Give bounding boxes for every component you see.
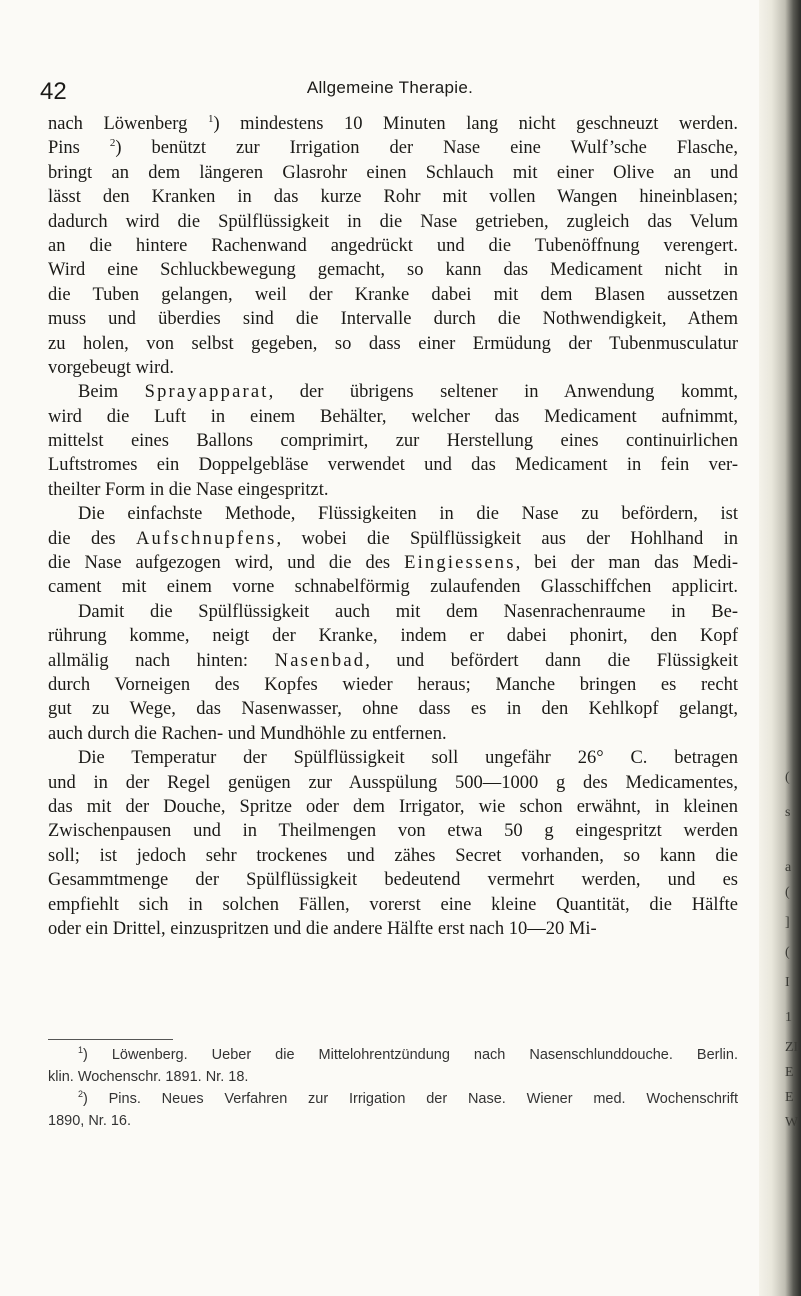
text-run: allmälig nach hinten: bbox=[48, 650, 275, 671]
text-run: mittelst eines Ballons comprimirt, zur Herstellung eines continuirlichen bbox=[48, 431, 738, 452]
text-line bbox=[48, 332, 738, 356]
text-run: , der übrigens seltener in Anwendung kommt, bbox=[268, 382, 738, 403]
emphasized-term: Aufschnupfens bbox=[135, 528, 277, 549]
text-line bbox=[48, 161, 738, 185]
text-line bbox=[48, 429, 738, 453]
body-text bbox=[48, 112, 738, 941]
text-run: Luftstromes ein Doppelgebläse verwendet und das Medicament in fein ver- bbox=[48, 455, 738, 476]
footnote-marker: 2 bbox=[109, 137, 116, 150]
adjacent-page-fragments bbox=[785, 0, 799, 1296]
emphasized-term: Nasenbad bbox=[274, 650, 366, 671]
text-line bbox=[48, 746, 738, 770]
text-run: empfiehlt sich in solchen Fällen, vorerst eine kleine Quantität, die Hälfte bbox=[48, 894, 738, 915]
text-run: rührung komme, neigt der Kranke, indem er dabei phonirt, den Kopf bbox=[48, 626, 738, 647]
text-line bbox=[48, 307, 738, 331]
text-line bbox=[48, 844, 738, 868]
text-line bbox=[48, 405, 738, 429]
edge-fragment: a bbox=[785, 860, 792, 875]
text-run: Pins bbox=[48, 138, 110, 159]
text-line bbox=[48, 917, 738, 941]
text-run: soll; ist jedoch sehr trockenes und zähes Secret vorhanden, so kann die bbox=[48, 845, 738, 866]
edge-fragment: ( bbox=[785, 945, 790, 960]
text-run: 1890, Nr. 16. bbox=[48, 1113, 132, 1129]
footnote-marker: 1 bbox=[78, 1045, 84, 1056]
edge-fragment: E bbox=[785, 1065, 794, 1080]
text-run: theilter Form in die Nase eingespritzt. bbox=[48, 479, 329, 500]
text-run: wird die Luft in einem Behälter, welcher das Medicament aufnimmt, bbox=[48, 406, 738, 427]
footnote-marker: 1 bbox=[207, 112, 214, 125]
text-line bbox=[48, 722, 738, 746]
text-run: durch Vorneigen des Kopfes wieder heraus; Manche bringen es recht bbox=[48, 674, 738, 695]
text-run: bringt an dem längeren Glasrohr einen Schlauch mit einer Olive an und bbox=[48, 162, 738, 183]
text-run: vorgebeugt wird. bbox=[48, 357, 175, 378]
emphasized-term: Eingiessens bbox=[404, 553, 516, 574]
text-line bbox=[48, 502, 738, 526]
text-run: Die einfachste Methode, Flüssigkeiten in die Nase zu befördern, ist bbox=[78, 504, 738, 525]
text-run: zu holen, von selbst gegeben, so dass einer Ermüdung der Tubenmusculatur bbox=[48, 333, 738, 354]
text-run: , wobei die Spülflüssigkeit aus der Hohlhand in bbox=[276, 528, 738, 549]
text-run: die Nase aufgezogen wird, und die des bbox=[48, 553, 405, 574]
text-run: an die hintere Rachenwand angedrückt und die Tubenöffnung verengert. bbox=[48, 235, 738, 256]
emphasized-term: Sprayapparat bbox=[144, 382, 269, 403]
footnote-line bbox=[48, 1066, 738, 1088]
running-title: Allgemeine Therapie. bbox=[306, 78, 474, 97]
edge-fragment: W bbox=[785, 1115, 799, 1130]
text-line bbox=[48, 283, 738, 307]
text-line bbox=[48, 673, 738, 697]
edge-fragment: E bbox=[785, 1090, 794, 1105]
text-run: Die Temperatur der Spülflüssigkeit soll ungefähr 26° C. betragen bbox=[78, 748, 738, 769]
text-run: nach Löwenberg bbox=[48, 114, 208, 134]
footnote-line bbox=[48, 1088, 738, 1110]
edge-fragment: ( bbox=[785, 885, 790, 900]
edge-fragment: ] bbox=[785, 915, 790, 930]
text-run: gut zu Wege, das Nasenwasser, ohne dass es in den Kehlkopf gelangt, bbox=[48, 699, 738, 720]
edge-fragment: s bbox=[785, 805, 791, 820]
text-line bbox=[48, 258, 738, 282]
text-run: Wird eine Schluckbewegung gemacht, so kann das Medicament nicht in bbox=[48, 260, 738, 281]
text-run: Zwischenpausen und in Theilmengen von etwa 50 g eingespritzt werden bbox=[48, 821, 738, 842]
text-line bbox=[48, 771, 738, 795]
text-run: das mit der Douche, Spritze oder dem Irrigator, wie schon erwähnt, in kleinen bbox=[48, 796, 738, 817]
text-line bbox=[48, 356, 738, 380]
text-run: , und befördert dann die Flüssigkeit bbox=[365, 650, 738, 671]
text-run: ) Löwenberg. Ueber die Mittelohrentzündung nach Nasenschlunddouche. Berlin. bbox=[83, 1047, 738, 1063]
text-line bbox=[48, 453, 738, 477]
text-line bbox=[48, 600, 738, 624]
text-line bbox=[48, 649, 738, 673]
text-line bbox=[48, 868, 738, 892]
page-number: 42 bbox=[40, 78, 67, 105]
edge-fragment: ( bbox=[785, 770, 790, 785]
text-run: oder ein Drittel, einzuspritzen und die andere Hälfte erst nach 10—20 Mi- bbox=[48, 918, 597, 939]
footnote-separator bbox=[48, 1039, 173, 1040]
text-run: muss und überdies sind die Intervalle durch die Nothwendigkeit, Athem bbox=[48, 309, 738, 330]
text-run: auch durch die Rachen- und Mundhöhle zu entfernen. bbox=[48, 723, 447, 744]
text-line bbox=[48, 478, 738, 502]
edge-fragment: I bbox=[785, 975, 790, 990]
page-header bbox=[40, 74, 740, 104]
text-line bbox=[48, 795, 738, 819]
text-line bbox=[48, 136, 738, 160]
text-line bbox=[48, 575, 738, 599]
text-run: lässt den Kranken in das kurze Rohr mit vollen Wangen hineinblasen; bbox=[48, 187, 738, 208]
text-run: klin. Wochenschr. 1891. Nr. 18. bbox=[48, 1069, 249, 1085]
text-line bbox=[48, 697, 738, 721]
footnote-line bbox=[48, 1044, 738, 1066]
edge-fragment: 1 bbox=[785, 1010, 792, 1025]
text-run: ) mindestens 10 Minuten lang nicht geschneuzt werden. bbox=[213, 114, 738, 134]
text-line bbox=[48, 185, 738, 209]
text-line bbox=[48, 551, 738, 575]
text-line bbox=[48, 112, 738, 136]
text-run: Beim bbox=[78, 382, 145, 403]
footnote-marker: 2 bbox=[78, 1089, 84, 1100]
text-line bbox=[48, 819, 738, 843]
text-run: und in der Regel genügen zur Ausspülung 500—1000 g des Medicamentes, bbox=[48, 772, 738, 793]
edge-fragment: ZI bbox=[785, 1040, 799, 1055]
text-run: cament mit einem vorne schnabelförmig zulaufenden Glasschiffchen applicirt. bbox=[48, 577, 738, 598]
footnotes bbox=[48, 1044, 738, 1132]
text-line bbox=[48, 624, 738, 648]
text-line bbox=[48, 527, 738, 551]
text-run: Damit die Spülflüssigkeit auch mit dem Nasenrachenraume in Be- bbox=[78, 601, 738, 622]
text-run: , bei der man das Medi- bbox=[515, 553, 738, 574]
footnote-line bbox=[48, 1110, 738, 1132]
text-run: Gesammtmenge der Spülflüssigkeit bedeutend vermehrt werden, und es bbox=[48, 870, 738, 891]
text-run: dadurch wird die Spülflüssigkeit in die Nase getrieben, zugleich das Velum bbox=[48, 211, 738, 232]
text-line bbox=[48, 210, 738, 234]
text-line bbox=[48, 893, 738, 917]
text-run: die des bbox=[48, 528, 136, 549]
text-run: die Tuben gelangen, weil der Kranke dabei mit dem Blasen aussetzen bbox=[48, 284, 738, 305]
text-line bbox=[48, 380, 738, 404]
text-run: ) benützt zur Irrigation der Nase eine Wulf’sche Flasche, bbox=[115, 138, 738, 159]
text-line bbox=[48, 234, 738, 258]
text-run: ) Pins. Neues Verfahren zur Irrigation der Nase. Wiener med. Wochenschrift bbox=[83, 1091, 738, 1107]
